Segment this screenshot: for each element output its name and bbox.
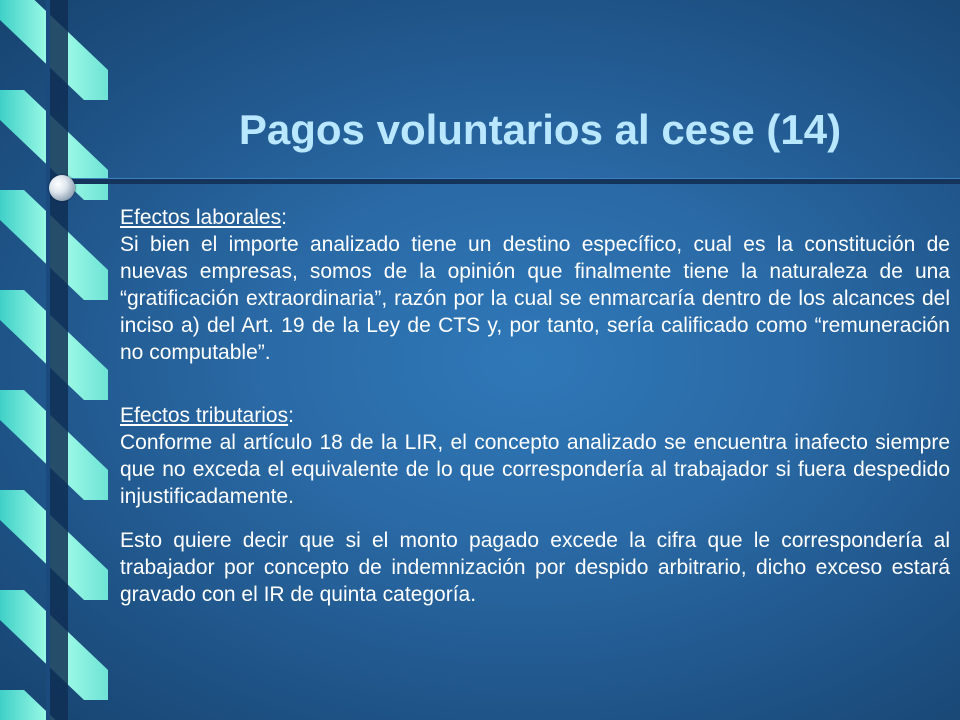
slide-title: Pagos voluntarios al cese (14): [238, 106, 842, 153]
slide-body: [120, 204, 950, 608]
section-heading-tributarios: Efectos tributarios:: [120, 404, 294, 427]
title-divider: [58, 178, 960, 184]
stripe-pattern: [0, 0, 120, 720]
divider-bullet-ball: [49, 175, 75, 201]
paragraph-tributarios-1: Conforme al artículo 18 de la LIR, el concepto analizado se encuentra inafecto siempre que no exceda el equivalente de lo que correspondería al trabajador si fuera despedido injustificadamente.: [120, 431, 950, 508]
paragraph-laborales: Si bien el importe analizado tiene un destino específico, cual es la constitución de nuevas empresas, somos de la opinión que finalmente tiene la naturaleza de una “gratificación extraordinaria”, razón por la cual se enmarcaría dentro de los alcances del inciso a) del Art. 19 de la Ley de CTS y, por tanto, sería calificado como “remuneración no computable”.: [120, 233, 950, 364]
decorative-stripe-band: [0, 0, 120, 720]
paragraph-tributarios-2: Esto quiere decir que si el monto pagado excede la cifra que le correspondería al trabajador por concepto de indemnización por despido arbitrario, dicho exceso estará gravado con el IR de quinta categoría.: [120, 529, 950, 606]
section-heading-laborales: Efectos laborales:: [120, 206, 287, 229]
